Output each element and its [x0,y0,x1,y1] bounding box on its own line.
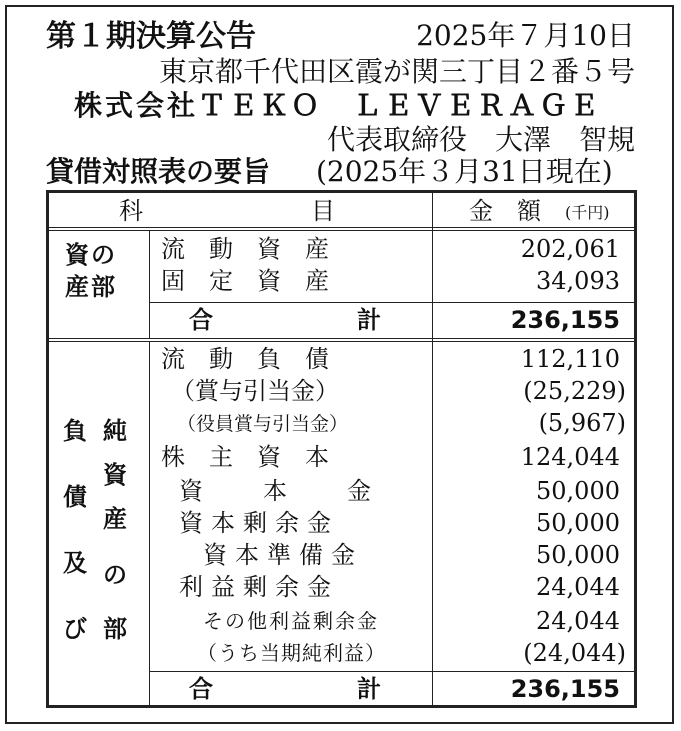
section-divider-2 [49,341,634,342]
liab-row-label: （賞与引当金） [171,377,339,405]
representative: 代表取締役 大澤 智規 [326,123,635,156]
section-divider [49,338,634,339]
company-address: 東京都千代田区霞が関三丁目２番５号 [158,55,635,88]
header-divider [49,227,634,228]
liab-row-label: （うち当期純利益） [197,641,386,665]
net-assets-label-char: 資 [103,461,127,489]
net-assets-label-char: 産 [103,505,127,533]
liab-label-char: 債 [63,483,87,511]
liab-row-label: 株 主 資 本 [161,443,329,471]
liab-total-value: 236,155 [510,675,620,703]
balance-sheet-date: (2025年３月31日現在) [316,155,613,188]
column-header-amount: 金 額 [469,197,541,225]
balance-sheet-title: 貸借対照表の要旨 [46,155,271,188]
notice-title: 第１期決算公告 [46,19,256,54]
liab-label-char: び [63,615,87,643]
header-divider-2 [49,230,634,231]
liab-row-label: 資本剰余金 [179,509,339,537]
liab-row-value: 124,044 [520,443,620,471]
liab-total-label: 合 計 [189,675,381,703]
liab-row-value: 24,044 [536,607,620,635]
assets-label-divider [149,230,150,338]
column-header-item: 科 目 [119,197,335,225]
liab-row-label: 資 本 金 [179,477,375,505]
asset-row-label: 流 動 資 産 [161,235,329,263]
liab-row-value: (24,044) [523,639,626,667]
assets-total-value: 236,155 [510,306,620,334]
assets-section-label-2: 産部 [65,273,117,301]
liab-row-value: 112,110 [520,345,620,373]
company-name: 株式会社ＴＥＫＯ ＬＥＶＥＲＡＧＥ [74,89,602,122]
asset-row-value: 34,093 [536,267,620,295]
net-assets-label-char: 部 [103,615,127,643]
liab-label-char: 及 [63,549,87,577]
balance-sheet-table [46,190,637,708]
liab-row-label: （役員賞与引当金） [177,413,349,435]
liab-row-label: 利益剰余金 [179,573,339,601]
liab-row-value: 24,044 [536,573,620,601]
liab-row-label: その他利益剰余金 [203,609,379,633]
liab-row-value: (25,229) [523,377,626,405]
liab-row-value: 50,000 [536,509,620,537]
asset-row-label: 固 定 資 産 [161,267,329,295]
notice-date: 2025年７月10日 [416,19,635,52]
liab-row-label: 流 動 負 債 [161,345,329,373]
liab-row-value: 50,000 [536,477,620,505]
amount-column-divider [432,193,433,705]
liab-label-char: 負 [63,417,87,445]
net-assets-label-char: 純 [103,417,127,445]
liab-row-label: 資本準備金 [203,541,363,569]
liab-label-divider [149,341,150,705]
liab-row-value: (5,967) [538,409,626,437]
assets-total-divider [149,302,634,303]
assets-section-label-1: 資の [65,241,117,269]
column-header-unit: (千円) [565,203,610,222]
liab-total-divider [149,671,634,672]
net-assets-label-char: の [103,561,127,589]
liab-row-value: 50,000 [536,541,620,569]
asset-row-value: 202,061 [520,235,620,263]
assets-total-label: 合 計 [189,306,381,334]
